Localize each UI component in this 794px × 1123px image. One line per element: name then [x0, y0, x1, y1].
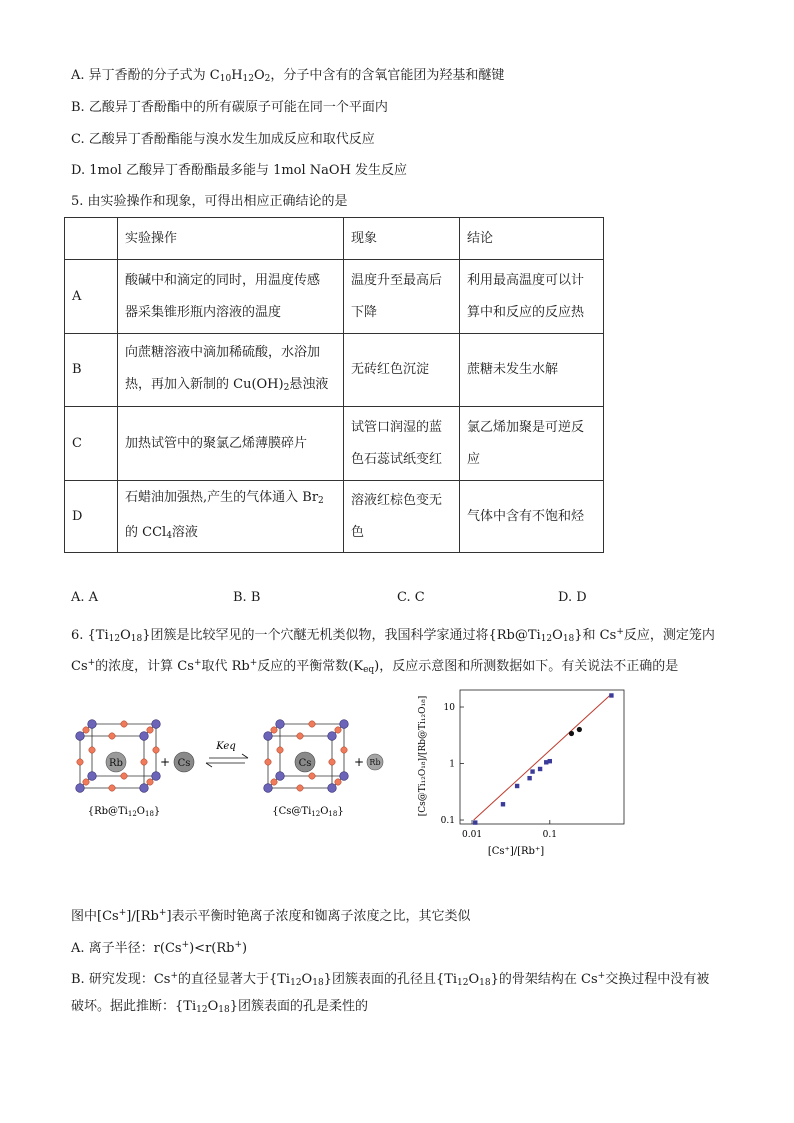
oxygen-atom [265, 759, 271, 765]
oxygen-atom [277, 747, 283, 753]
data-point-square [527, 776, 531, 780]
row-operation: 酸碱中和滴定的同时，用温度传感 器采集锥形瓶内溶液的温度 [118, 260, 344, 334]
oxygen-atom [271, 779, 277, 785]
plus-sign-right: + [353, 755, 365, 769]
header-operation: 实验操作 [118, 218, 344, 260]
y-tick-label: 10 [443, 703, 455, 714]
oxygen-atom [329, 759, 335, 765]
chart-note: 图中[Cs+]/[Rb+]表示平衡时铯离子浓度和铷离子浓度之比，其它类似 [71, 908, 471, 924]
row-label: D [65, 481, 118, 553]
oxygen-atom [109, 785, 115, 791]
oxygen-atom [153, 747, 159, 753]
data-point-square [530, 769, 534, 773]
oxygen-atom [121, 721, 127, 727]
table-header-row [65, 218, 604, 260]
x-axis-label: [Cs⁺]/[Rb⁺] [487, 846, 545, 857]
data-point-square [473, 820, 477, 824]
titanium-atom [152, 720, 161, 729]
row-operation: 加热试管中的聚氯乙烯薄膜碎片 [118, 407, 344, 481]
q6-stem-line-1: 6. $\{Ti_{12}O_{18}\}$团簇是比较罕见的一个穴醚无机类似物，我国科学家通过将$\{Rb@Ti_{12}O_{18}\}$和 Cs+反应，测定笼内 [71, 627, 715, 644]
right-center-label: Cs [298, 758, 312, 769]
experiment-table [64, 217, 604, 553]
row-phenomenon: 温度升至最高后 下降 [344, 260, 460, 334]
row-label: A [65, 260, 118, 334]
row-conclusion: 利用最高温度可以计 算中和反应的反应热 [460, 260, 604, 334]
table-row [65, 481, 604, 553]
row-conclusion: 气体中含有不饱和烃 [460, 481, 604, 553]
row-operation: 向蔗糖溶液中滴加稀硫酸，水浴加 热，再加入新制的 $Cu(OH)_2$悬浊液 [118, 334, 344, 407]
oxygen-atom [297, 733, 303, 739]
header-empty [65, 218, 118, 260]
keq-log-plot [408, 684, 634, 860]
titanium-atom [276, 720, 285, 729]
q4-option-b: B. 乙酸异丁香酚酯中的所有碳原子可能在同一个平面内 [71, 100, 388, 115]
row-phenomenon: 溶液红棕色变无 色 [344, 481, 460, 553]
table-row [65, 407, 604, 481]
header-conclusion: 结论 [460, 218, 604, 260]
data-point-square [515, 784, 519, 788]
data-point-circle [569, 731, 574, 736]
left-center-label: Rb [109, 758, 123, 769]
q6-option-a: A. 离子半径：r(Cs+)<r(Rb+) [71, 940, 248, 956]
oxygen-atom [83, 779, 89, 785]
row-operation: 石蜡油加强热,产生的气体通入 $Br_2$ 的 CCl$_4$溶液 [118, 481, 344, 553]
oxygen-atom [147, 727, 153, 733]
titanium-atom [140, 784, 149, 793]
titanium-atom [340, 720, 349, 729]
row-label: C [65, 407, 118, 481]
oxygen-atom [309, 721, 315, 727]
titanium-atom [76, 732, 85, 741]
y-axis-label: [Cs@Ti₁₂O₁₈]/[Rb@Ti₁₂O₁₈] [418, 695, 428, 817]
oxygen-atom [271, 727, 277, 733]
titanium-atom [264, 784, 273, 793]
q6-option-b-line-2: 破坏。据此推断：$\{Ti_{12}O_{18}\}$团簇表面的孔是柔性的 [71, 999, 368, 1015]
data-point-circle [577, 727, 582, 732]
q6-stem-line-2: Cs+的浓度，计算 Cs+取代 Rb+反应的平衡常数$(K_{eq})$，反应示意图和所测数据如下。有关说法不正确的是 [71, 658, 679, 675]
data-point-square [609, 693, 613, 697]
oxygen-atom [297, 785, 303, 791]
data-point-square [548, 759, 552, 763]
q5-answer-a: A. A [71, 590, 99, 605]
row-phenomenon: 试管口润湿的蓝 色石蕊试纸变红 [344, 407, 460, 481]
oxygen-atom [335, 727, 341, 733]
equilibrium-arrows-icon [206, 754, 248, 767]
q5-stem: 5. 由实验操作和现象，可得出相应正确结论的是 [71, 194, 348, 209]
data-point-square [538, 767, 542, 771]
titanium-atom [328, 732, 337, 741]
q4-option-a: A. 异丁香酚的分子式为 $C_{10}H_{12}O_2$，分子中含有的含氧官能团为羟基和醚键 [71, 68, 505, 84]
titanium-atom [276, 772, 285, 781]
titanium-atom [152, 772, 161, 781]
left-caption: $\{Rb@Ti_{12}O_{18}\}$ [87, 806, 161, 818]
q5-answer-c: C. C [397, 590, 425, 605]
oxygen-atom [121, 773, 127, 779]
q4-option-c: C. 乙酸异丁香酚酯能与溴水发生加成反应和取代反应 [71, 132, 375, 147]
oxygen-atom [89, 747, 95, 753]
x-tick-label: 0.01 [462, 830, 483, 840]
q4-option-d: D. 1mol 乙酸异丁香酚酯最多能与 1mol NaOH 发生反应 [71, 163, 408, 178]
oxygen-atom [77, 759, 83, 765]
titanium-atom [264, 732, 273, 741]
axis-ticks [441, 703, 557, 840]
oxygen-atom [335, 779, 341, 785]
row-conclusion: 氯乙烯加聚是可逆反 应 [460, 407, 604, 481]
oxygen-atom [341, 747, 347, 753]
titanium-atom [76, 784, 85, 793]
row-conclusion: 蔗糖未发生水解 [460, 334, 604, 407]
x-tick-label: 0.1 [542, 830, 557, 840]
titanium-atom [88, 772, 97, 781]
titanium-atom [328, 784, 337, 793]
oxygen-atom [309, 773, 315, 779]
y-tick-label: 0.1 [440, 816, 455, 827]
table-row [65, 260, 604, 334]
titanium-atom [340, 772, 349, 781]
right-ion-label: Rb [369, 758, 381, 767]
q6-option-b-line-1: B. 研究发现：Cs+的直径显著大于$\{Ti_{12}O_{18}\}$团簇表面的孔径且$\{Ti_{12}O_{18}\}$的骨架结构在 Cs+交换过程中没有被 [71, 971, 710, 988]
oxygen-atom [147, 779, 153, 785]
data-point-square [501, 802, 505, 806]
y-tick-label: 1 [449, 759, 455, 770]
left-ion-label: Cs [177, 758, 191, 769]
row-phenomenon: 无砖红色沉淀 [344, 334, 460, 407]
row-label: B [65, 334, 118, 407]
keq-label: Keq [216, 741, 236, 752]
titanium-atom [140, 732, 149, 741]
titanium-atom [88, 720, 97, 729]
data-points [473, 693, 614, 825]
oxygen-atom [83, 727, 89, 733]
oxygen-atom [109, 733, 115, 739]
right-caption: $\{Cs@Ti_{12}O_{18}\}$ [272, 806, 344, 818]
oxygen-atom [141, 759, 147, 765]
plus-sign: + [159, 755, 171, 769]
header-phenomenon: 现象 [344, 218, 460, 260]
q5-answer-d: D. D [558, 590, 587, 605]
reaction-scheme [66, 698, 396, 828]
fit-line [474, 694, 612, 820]
table-row [65, 334, 604, 407]
q5-answer-b: B. B [233, 590, 261, 605]
